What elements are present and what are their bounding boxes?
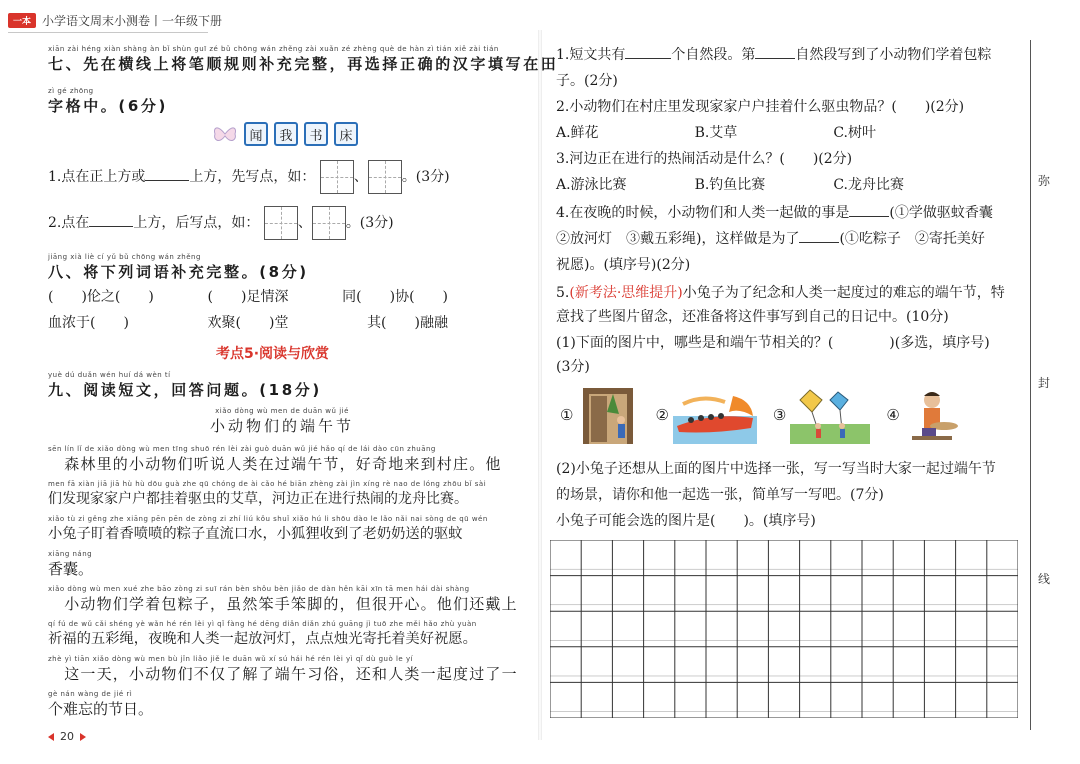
char-option-4[interactable]: 床 bbox=[334, 122, 358, 146]
rq4-part-b: (①学做驱蚊香囊 bbox=[889, 205, 993, 221]
tianzige-cell[interactable] bbox=[312, 206, 346, 240]
rq4-line-3: 祝愿)。(填序号)(2分) bbox=[556, 257, 691, 273]
rq3-option-b[interactable]: B.钓鱼比赛 bbox=[694, 177, 766, 193]
rq3-options bbox=[556, 174, 904, 196]
header-badge: 一本 bbox=[8, 13, 36, 28]
rq3-option-a[interactable]: A.游泳比赛 bbox=[556, 177, 627, 193]
story-title bbox=[210, 406, 354, 436]
making-zongzi-image bbox=[904, 386, 962, 444]
story-line-text: 小兔子盯着香喷喷的粽子直流口水，小狐狸收到了老奶奶送的驱蚊 bbox=[48, 526, 463, 542]
q8-word-5[interactable]: 欢聚( )堂 bbox=[207, 315, 289, 331]
rq4-part-c: ②放河灯 ③戴五彩绳)，这样做是为了 bbox=[556, 231, 800, 247]
rq2-option-a[interactable]: A.鲜花 bbox=[556, 125, 599, 141]
picture-3-number: ③ bbox=[772, 406, 787, 424]
story-line-text: 小动物们学着包粽子，虽然笨手笨脚的，但很开心。他们还戴上 bbox=[48, 595, 518, 613]
story-line-text: 森林里的小动物们听说人类在过端午节，好奇地来到村庄。他 bbox=[48, 455, 502, 473]
story-line-pinyin: xiǎo tù zi gěng zhe xiāng pēn pēn de zòng zi zhí liú kǒu shuǐ xiǎo hú li shōu dào le lǎo nǎi nai sòng de qū wén bbox=[48, 515, 488, 523]
story-line-pinyin: xiǎo dòng wù men xué zhe bāo zòng zi suī rán bèn shǒu bèn jiǎo de dàn hěn kāi xīn tā men hái dài shàng bbox=[48, 585, 470, 593]
rq5-line-3: (1)下面的图片中，哪些是和端午节相关的？( )(多选，填序号) bbox=[556, 335, 990, 351]
story-line-text: 这一天，小动物们不仅了解了端午习俗，还和人类一起度过了一 bbox=[48, 665, 518, 683]
cut-label-3: 线 bbox=[1038, 572, 1051, 586]
q8-pinyin: jiāng xià liè cí yǔ bǔ chōng wán zhěng bbox=[48, 253, 201, 261]
story-line-pinyin: qí fú de wǔ cǎi shéng yè wǎn hé rén lèi yì qǐ fàng hé dēng diǎn diǎn zhú guāng jì tuō zhe měi hǎo zhù yuàn bbox=[48, 620, 477, 628]
story-line bbox=[48, 619, 518, 654]
story-line bbox=[48, 479, 518, 514]
q7-item-2 bbox=[48, 206, 394, 240]
q8-word-6[interactable]: 其( )融融 bbox=[367, 315, 448, 331]
story-line-text: 香囊。 bbox=[48, 560, 94, 578]
story-line-text: 们发现家家户户都挂着驱虫的艾草，河边正在进行热闹的龙舟比赛。 bbox=[48, 491, 468, 507]
q8-word-2[interactable]: ( )足情深 bbox=[207, 289, 289, 305]
picture-2[interactable] bbox=[655, 386, 756, 444]
rq5-number: 5. bbox=[556, 285, 570, 301]
q7-heading bbox=[48, 44, 558, 116]
rq5-line-1 bbox=[556, 282, 1005, 304]
dragon-boat-race-image bbox=[673, 386, 757, 444]
picture-3[interactable] bbox=[773, 386, 870, 444]
rq2: 2.小动物们在村庄里发现家家户户挂着什么驱虫物品？( )(2分) bbox=[556, 99, 965, 115]
char-option-3[interactable]: 书 bbox=[304, 122, 328, 146]
picture-1[interactable] bbox=[560, 386, 639, 444]
q8-row-2 bbox=[48, 312, 448, 334]
q7-item1-middle: 上方，先写点，如： bbox=[189, 169, 316, 185]
q7-item1-suffix: 。(3分) bbox=[401, 169, 450, 185]
q8-heading bbox=[48, 252, 309, 282]
rq4-part-a: 4.在夜晚的时候，小动物们和人类一起做的事是 bbox=[556, 205, 850, 221]
rq1-blank-1[interactable] bbox=[625, 58, 671, 59]
rq5-tag: (新考法·思维提升) bbox=[569, 285, 683, 301]
q7-item2-prefix: 2.点在 bbox=[48, 215, 90, 231]
q8-title: 八、将下列词语补充完整。(8分) bbox=[48, 263, 309, 281]
rq4-line-2 bbox=[556, 228, 985, 250]
story-line bbox=[48, 444, 518, 479]
rq1-part-c: 自然段写到了小动物们学着包粽 bbox=[795, 47, 992, 63]
q8-row-1 bbox=[48, 286, 448, 308]
story-line-text: 个难忘的节日。 bbox=[48, 700, 154, 718]
q7-item1-blank[interactable] bbox=[145, 180, 189, 181]
q7-item2-sep: 、 bbox=[297, 215, 312, 231]
picture-2-number: ② bbox=[655, 406, 669, 424]
rq1-blank-2[interactable] bbox=[755, 58, 795, 59]
q7-title-line-2: 字格中。(6分) bbox=[48, 97, 168, 115]
q7-item-1 bbox=[48, 160, 450, 194]
rq5-line-6: 的场景，请你和他一起选一张，简单写一写吧。(7分) bbox=[556, 487, 884, 503]
rq5-part-a: 小兔子为了纪念和人类一起度过的难忘的端午节，特 bbox=[682, 285, 1005, 301]
section-heading-kaodian: 考点5·阅读与欣赏 bbox=[216, 346, 330, 362]
rq1 bbox=[556, 44, 991, 66]
seal-cut-line bbox=[1030, 40, 1031, 730]
q7-pinyin-1: xiān zài héng xiàn shàng àn bǐ shùn guī zé bǔ chōng wán zhěng zài xuǎn zé zhèng què de hàn zì tián xiě zài tián bbox=[48, 45, 499, 53]
picture-4-number: ④ bbox=[886, 406, 900, 424]
page-number bbox=[48, 730, 86, 743]
cut-label-1: 弥 bbox=[1038, 174, 1051, 188]
rq3: 3.河边正在进行的热闹活动是什么？( )(2分) bbox=[556, 151, 853, 167]
kite-flying-image bbox=[790, 386, 870, 444]
story-line-pinyin: men fā xiàn jiā jiā hù hù dōu guà zhe qū chóng de ài cǎo hé biān zhèng zài jìn xíng rè nao de lóng zhōu bǐ sài bbox=[48, 480, 487, 488]
q9-heading bbox=[48, 370, 322, 400]
story-title-pinyin: xiǎo dòng wù men de duān wǔ jié bbox=[215, 407, 349, 415]
story-line-text: 祈福的五彩绳，夜晚和人类一起放河灯，点点烛光寄托着美好祝愿。 bbox=[48, 631, 477, 647]
tianzige-cell[interactable] bbox=[368, 160, 402, 194]
q8-word-4[interactable]: 血浓于( ) bbox=[48, 315, 129, 331]
story-line-pinyin: sēn lín lǐ de xiǎo dòng wù men tīng shuō rén lèi zài guò duān wǔ jié hǎo qí de lái dào cūn zhuāng bbox=[48, 445, 436, 453]
q7-item2-suffix: 。(3分) bbox=[345, 215, 394, 231]
rq2-option-c[interactable]: C.树叶 bbox=[833, 125, 876, 141]
rq1-part-b: 个自然段。第 bbox=[671, 47, 756, 63]
rq2-options bbox=[556, 122, 916, 144]
butterfly-icon bbox=[212, 123, 238, 145]
rq5-line-5: (2)小兔子还想从上面的图片中选择一张，写一写当时大家一起过端午节 bbox=[556, 461, 996, 477]
story-line-pinyin: xiāng náng bbox=[48, 550, 93, 558]
q7-pinyin-2: zì gé zhōng bbox=[48, 87, 94, 95]
rq1-part-a: 1.短文共有 bbox=[556, 47, 626, 63]
rq4-blank-1[interactable] bbox=[849, 216, 889, 217]
header-title: 小学语文周末小测卷丨一年级下册 bbox=[42, 14, 223, 28]
q7-title-line-1: 七、先在横线上将笔顺规则补充完整，再选择正确的汉字填写在田 bbox=[48, 55, 559, 73]
story-line bbox=[48, 514, 518, 549]
q8-word-1[interactable]: ( )伦之( ) bbox=[48, 289, 154, 305]
triangle-left-icon bbox=[48, 733, 54, 741]
picture-1-number: ① bbox=[560, 406, 574, 424]
rq2-option-b[interactable]: B.艾草 bbox=[694, 125, 738, 141]
story-title-text: 小动物们的端午节 bbox=[210, 417, 355, 435]
right-page bbox=[540, 0, 1080, 764]
story-body bbox=[48, 444, 518, 724]
tianzige-cell[interactable] bbox=[320, 160, 354, 194]
q9-pinyin: yuè dú duǎn wén huí dá wèn tí bbox=[48, 371, 171, 379]
story-line-pinyin: zhè yì tiān xiǎo dòng wù men bù jǐn liǎo jiě le duān wǔ xí sú hái hé rén lèi yì qǐ dù guò le yí bbox=[48, 655, 414, 663]
char-option-1[interactable]: 闻 bbox=[244, 122, 268, 146]
story-line bbox=[48, 584, 518, 619]
header-rule bbox=[8, 32, 208, 33]
rq5-line-7: 小兔子可能会选的图片是( )。(填序号) bbox=[556, 513, 816, 529]
q9-title: 九、阅读短文，回答问题。(18分) bbox=[48, 381, 322, 399]
rq4-line-1 bbox=[556, 202, 993, 224]
q8-word-3[interactable]: 同( )协( ) bbox=[342, 289, 448, 305]
rq4-blank-2[interactable] bbox=[799, 242, 839, 243]
rq5-line-4: (3分) bbox=[556, 359, 590, 375]
q7-item1-prefix: 1.点在正上方或 bbox=[48, 169, 146, 185]
rq1-cont: 子。(2分) bbox=[556, 73, 618, 89]
q7-item2-blank[interactable] bbox=[89, 226, 133, 227]
tianzige-cell[interactable] bbox=[264, 206, 298, 240]
page-header bbox=[8, 12, 222, 29]
q7-item1-sep: 、 bbox=[353, 169, 368, 185]
story-line-pinyin: gè nán wàng de jié rì bbox=[48, 690, 133, 698]
rq5-pictures bbox=[560, 386, 962, 444]
story-line bbox=[48, 549, 518, 584]
story-line bbox=[48, 654, 518, 689]
rq5-line-2: 意找了些图片留念，还准备将这件事写到自己的日记中。(10分) bbox=[556, 309, 949, 325]
rq3-option-c[interactable]: C.龙舟比赛 bbox=[833, 177, 904, 193]
picture-4[interactable] bbox=[886, 386, 961, 444]
q7-char-options bbox=[212, 122, 358, 146]
page-number-text: 20 bbox=[60, 730, 74, 743]
writing-grid[interactable] bbox=[550, 540, 1018, 718]
char-option-2[interactable]: 我 bbox=[274, 122, 298, 146]
cut-label-2: 封 bbox=[1038, 376, 1051, 390]
triangle-right-icon bbox=[80, 733, 86, 741]
story-line bbox=[48, 689, 518, 724]
q7-item2-middle: 上方，后写点，如： bbox=[133, 215, 260, 231]
rq4-part-d: (①吃粽子 ②寄托美好 bbox=[839, 231, 985, 247]
door-with-mugwort-image bbox=[577, 386, 639, 444]
